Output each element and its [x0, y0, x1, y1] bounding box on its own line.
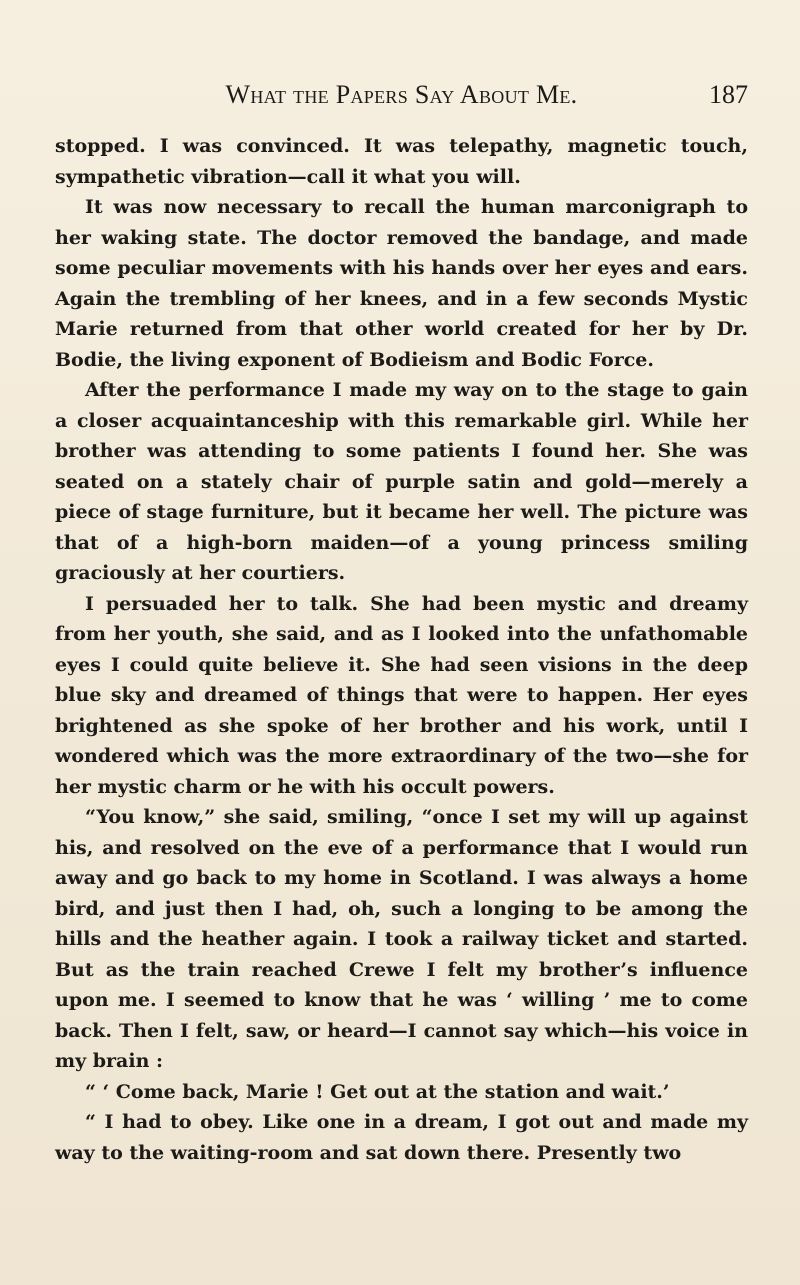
running-title: What the Papers Say About Me.: [225, 80, 578, 109]
paragraph-continued: stopped. I was convinced. It was telepathy, magnetic touch, sympathetic vibration—call it what you will.: [55, 135, 748, 188]
running-head: [55, 80, 748, 114]
paragraph-quote: “ ‘ Come back, Marie ! Get out at the station and wait.’: [85, 1080, 670, 1103]
paragraph: After the performance I made my way on to the stage to gain a closer acquaintanceship with this remarkable girl. While her brother was attending to some patients I found her. She was seated on a stately chair of purple satin and gold—merely a piece of stage furniture, but it became her well. The picture was that of a high-born maiden—of a young princess smiling graciously at her courtiers.: [55, 379, 748, 584]
page-number: 187: [709, 80, 748, 109]
paragraph: I persuaded her to talk. She had been mystic and dreamy from her youth, she said, and as I looked into the unfathomable eyes I could quite believe it. She had seen visions in the deep blue sky and dreamed of things that were to happen. Her eyes brightened as she spoke of her brother and his work, until I wondered which was the more extraordinary of the two—she for her mystic charm or he with his occult powers.: [55, 592, 748, 798]
paragraph: “ I had to obey. Like one in a dream, I got out and made my way to the waiting-room and sat down there. Presently two: [55, 1111, 748, 1164]
body-text: [55, 131, 748, 1168]
paragraph: “You know,” she said, smiling, “once I set my will up against his, and resolved on the eve of a performance that I would run away and go back to my home in Scotland. I was always a home bird, and just then I had, oh, such a longing to be among the hills and the heather again. I took a railway ticket and started. But as the train reached Crewe I felt my brother’s influence upon me. I seemed to know that he was ‘ willing ’ me to come back. Then I felt, saw, or heard—I cannot say which—his voice in my brain :: [55, 806, 748, 1072]
paragraph: It was now necessary to recall the human marconigraph to her waking state. The doctor removed the bandage, and made some peculiar movements with his hands over her eyes and ears. Again the trembling of her knees, and in a few seconds Mystic Marie returned from that other world created for her by Dr. Bodie, the living exponent of Bodieism and Bodic Force.: [55, 196, 748, 371]
